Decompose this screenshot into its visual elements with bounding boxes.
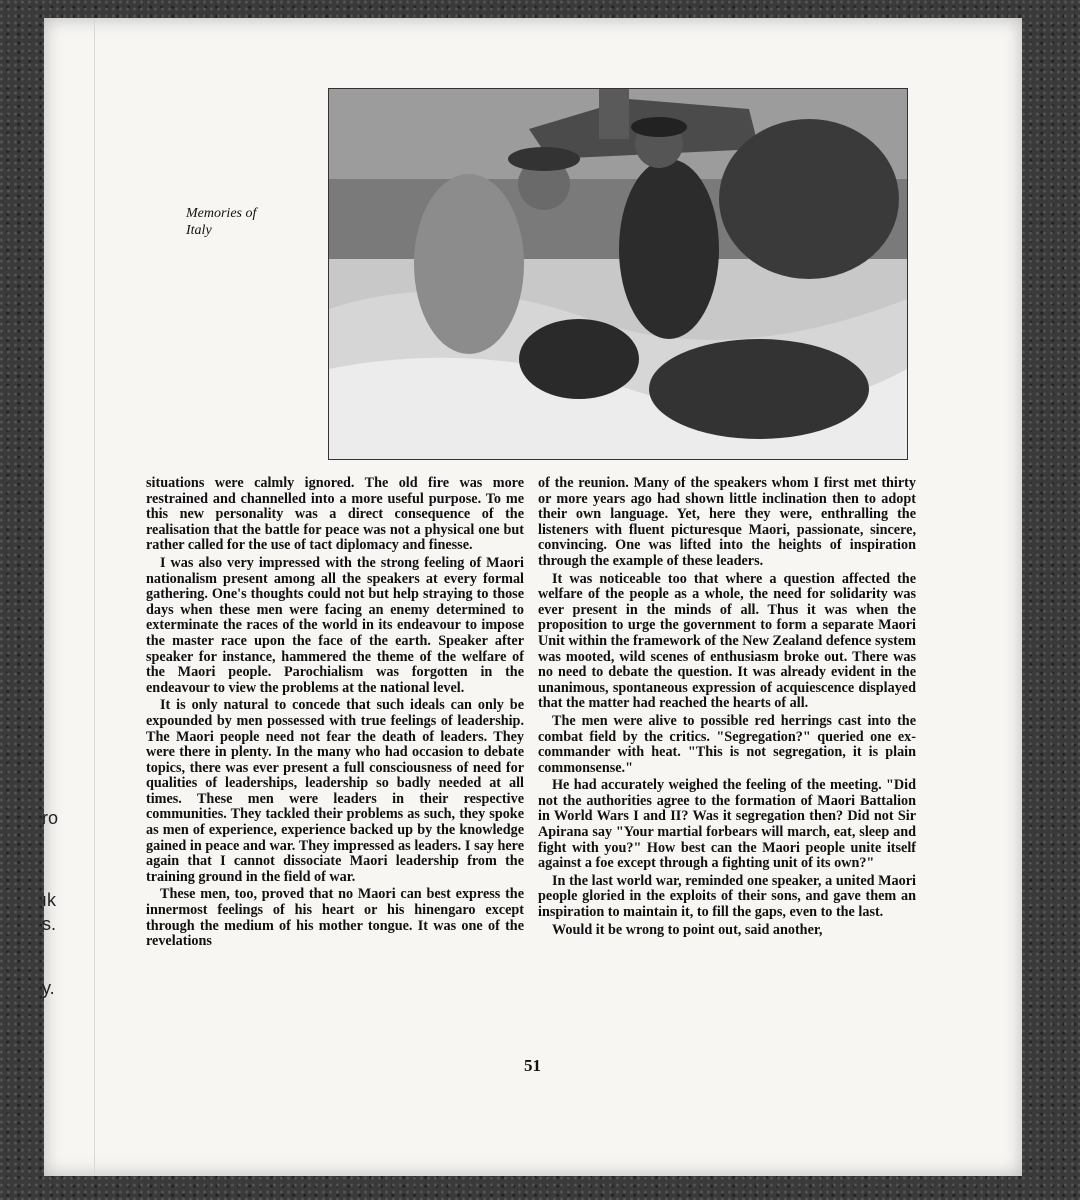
paragraph: He had accurately weighed the feeling of the meeting. "Did not the authorities agree to the formation of Maori Battalion in World Wars I and II? Was it segregation then? Did not Sir Apirana say "Your martial forbears will march, eat, sleep and fight with you?" How best can the Maori people unite itself against a foe except through a fighting unit of its own?" — [538, 777, 916, 872]
caption-line: Italy — [186, 223, 212, 238]
margin-fragment: y. — [42, 978, 55, 998]
magazine-page — [44, 18, 1022, 1176]
paragraph: Would it be wrong to point out, said another, — [552, 921, 823, 938]
margin-fragment: s. — [42, 914, 57, 934]
margin-fragment: ro — [42, 808, 59, 828]
photo-caption — [186, 205, 306, 239]
caption-line: Memories of — [186, 206, 257, 221]
paragraph: It is only natural to concede that such ideals can only be expounded by men possessed with true feelings of leadership. The Maori people need not fear the death of leaders. They were there in plenty. In the many who had occasion to debate topics, there was ever present a full consciousness of need for qualities of leaderships, leadership so badly needed at all times. These men were leaders in their respective communities. They tackled their problems as such, they spoke as men of experience, experience backed up by the knowledge gained in peace and war. They impressed as leaders. I say here again that I cannot dissociate Maori leadership from the training ground in the field of war. — [146, 697, 524, 885]
text-column-right — [538, 476, 916, 940]
text-column-left — [146, 476, 524, 952]
paragraph: It was noticeable too that where a question affected the welfare of the people as a whole, the need for solidarity was ever present in the minds of all. Thus it was when the proposition to urge the government to form a separate Maori Unit within the framework of the New Zealand defence system was mooted, wild scenes of enthusiasm broke out. There was no need to debate the question. It was already evident in the unanimous, spontaneous expression of acquiescence displayed that the matter had reached the hearts of all. — [538, 570, 916, 712]
photo-illustration — [329, 89, 907, 459]
paragraph: of the reunion. Many of the speakers whom I first met thirty or more years ago had shown little inclination then to adopt their own language. Yet, here they were, enthralling the listeners with fluent picturesque Maori, passionate, sincere, convincing. One was lifted into the heights of inspiration through the example of these leaders. — [538, 475, 916, 569]
margin-fragment: ık — [42, 890, 57, 910]
paragraph: In the last world war, reminded one speaker, a united Maori people gloried in the exploits of their sons, and gave them an inspiration to maintain it, to fill the gaps, even to the last. — [538, 872, 916, 921]
paragraph: These men, too, proved that no Maori can best express the innermost feelings of his heart or his hinengaro except through the medium of his mother tongue. It was one of the revelations — [146, 886, 524, 950]
paragraph: situations were calmly ignored. The old fire was more restrained and channelled into a more useful purpose. To me this new personality was a direct consequence of the realisation that the battle for peace was not a physical one but rather called for the use of tact diplomacy and finesse. — [146, 475, 524, 554]
page-number: 51 — [524, 1056, 541, 1075]
photograph — [328, 88, 908, 460]
previous-page-margin — [44, 18, 95, 1176]
paragraph: The men were alive to possible red herrings cast into the combat field by the critics. "Segregation?" queried one ex-commander with heat. "This is not segregation, it is plain commonsense." — [538, 712, 916, 776]
paragraph: I was also very impressed with the strong feeling of Maori nationalism present among all the speakers at every formal gathering. One's thoughts could not but help straying to those days when these men were facing an enemy determined to exterminate the races of the world in its endeavour to impose the master race upon the face of the earth. Speaker after speaker for instance, hammered the theme of the welfare of the Maori people. Parochialism was forgotten in the endeavour to view the problems at the national level. — [146, 554, 524, 696]
